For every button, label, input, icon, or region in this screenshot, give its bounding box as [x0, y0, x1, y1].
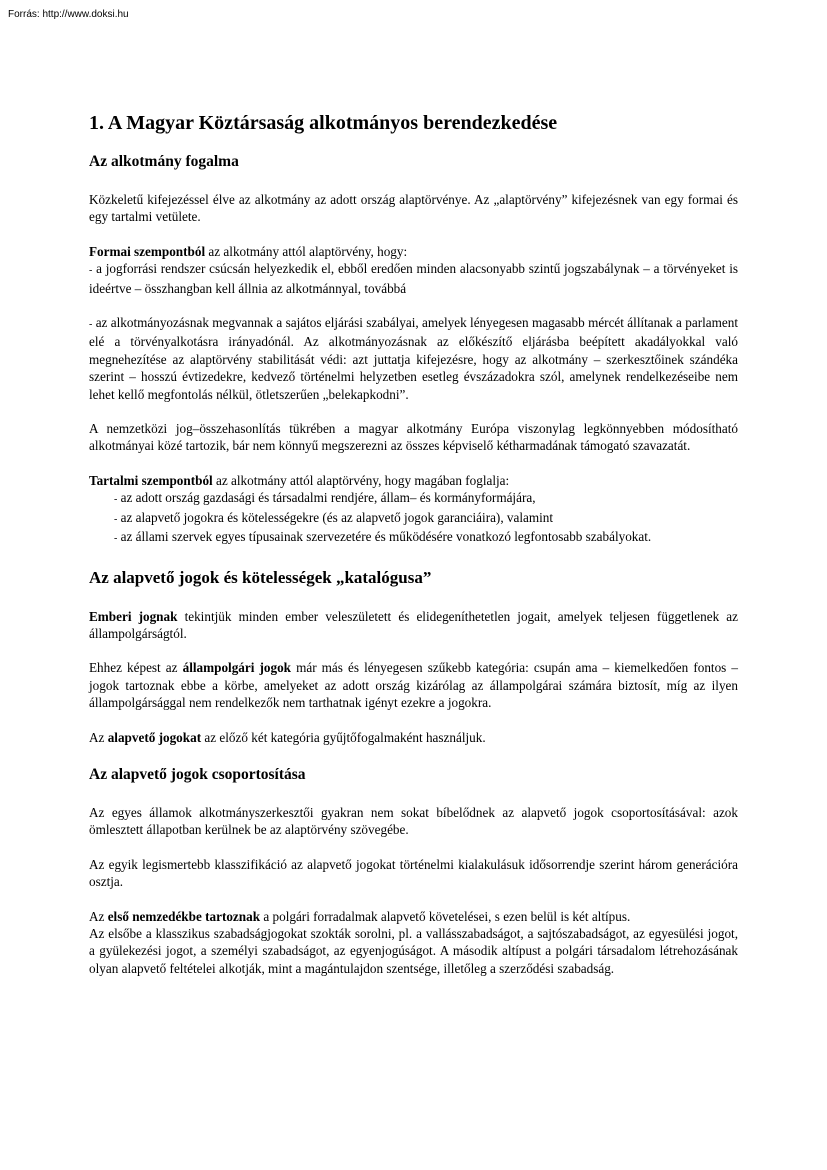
bold-term-emberi-jog: Emberi jognak — [89, 608, 178, 624]
paragraph-text: az alkotmány attól alaptörvény, hogy magában foglalja: — [212, 472, 510, 488]
list-item — [89, 509, 738, 528]
list-item-text: az adott ország gazdasági és társadalmi rendjére, állam– és kormányformájára, — [120, 490, 536, 506]
list-item-text: az állami szervek egyes típusainak szervezetére és működésére vonatkozó legfontosabb szabályokat. — [120, 529, 652, 545]
paragraph-text: Az — [89, 908, 108, 924]
list-item — [89, 528, 738, 547]
formai-item-1: a jogforrási rendszer csúcsán helyezkedik el, ebből eredően minden alacsonyabb szintű jogszabálynak – a törvényeket is ideértve – összhangban kell állnia az alkotmánnyal, továbbá — [89, 261, 739, 296]
paragraph-text: az alkotmány attól alaptörvény, hogy: — [205, 243, 408, 259]
paragraph-alapveto — [89, 729, 738, 746]
paragraph-text: tekintjük minden ember veleszületett és elidegeníthetetlen jogait, amelyek teljesen függetlenek az állampolgárságtól. — [89, 608, 739, 641]
section-heading-katalogus: Az alapvető jogok és kötelességek „katalógusa” — [89, 567, 432, 587]
list-dash: - — [114, 513, 118, 525]
paragraph-text: a polgári forradalmak alapvető követelései, s ezen belül is két altípus. — [260, 908, 631, 924]
bold-term-allampolgari: állampolgári jogok — [182, 660, 291, 676]
paragraph-elso-nemzedek — [89, 908, 738, 978]
source-label: Forrás: http://www.doksi.hu — [8, 9, 129, 20]
paragraph-emberi-jog — [89, 608, 738, 643]
list-dash: - — [114, 494, 118, 506]
formai-item-2: az alkotmányozásnak megvannak a sajátos eljárási szabályai, amelyek lényegesen magasabb mércét állítanak a parlament elé a törvényalkotásra irányadónál. Az alkotmányozásnak az előkészítő eljárásba beépített akadályokkal való megnehezítése az alaptörvény stabilitását védi: azt juttatja kifejezésre, hogy az alkotmány – szerkesztőinek szándéka szerint – hosszú évtizedekre, kedvező történelmi helyzetben esetleg évszázadokra szól, amelynek rendelkezéseibe nem lehet kellő megfontolás nélkül, ötletszerűen „belekapkodni”. — [89, 315, 738, 402]
bold-term-alapveto: alapvető jogokat — [107, 729, 202, 745]
section-heading-csoportositas: Az alapvető jogok csoportosítása — [89, 765, 306, 783]
paragraph-formai — [89, 243, 738, 297]
paragraph-tartalmi — [89, 472, 738, 548]
paragraph-text: Az elsőbe a klasszikus szabadságjogokat szokták sorolni, pl. a vallásszabadságot, a sajtószabadságot, az egyesülési jogot, a gyülekezési jogot, a személyi szabadságot, az egyenjogúságot. A második altípust a polgári társadalom létrehozásának olyan alapvető feltételei alkotják, mint a magántulajdon szentsége, illetőleg a szerződési szabadság. — [89, 925, 738, 976]
page-title: 1. A Magyar Köztársaság alkotmányos berendezkedése — [89, 112, 558, 134]
bold-term-tartalmi: Tartalmi szempontból — [89, 472, 213, 488]
paragraph-allampolgari — [89, 659, 738, 711]
list-item — [89, 489, 738, 508]
list-item-text: az alapvető jogokra és kötelességekre (és az alapvető jogok garanciáira), valamint — [120, 509, 554, 525]
paragraph-text: az előző két kategória gyűjtőfogalmaként használjuk. — [201, 729, 486, 745]
paragraph-intro: Közkeletű kifejezéssel élve az alkotmány az adott ország alaptörvénye. Az „alaptörvény” kifejezésnek van egy formai és egy tartalmi vetülete. — [89, 192, 738, 225]
paragraph-formai-item-2 — [89, 314, 738, 403]
bold-term-elso-nemzedek: első nemzedékbe tartoznak — [107, 908, 261, 924]
paragraph-text: már más és lényegesen szűkebb kategória: csupán ama – kiemelkedően fontos – jogok tartoznak ebbe a körbe, amelyeket az adott ország kizárólag az állampolgárai számára biztosít, míg az ilyen állampolgársággal nem rendelkezők nem tarthatnak igényt ezekre a jogokra. — [89, 660, 738, 711]
paragraph-nemzetkozi: A nemzetközi jog–összehasonlítás tükrében a magyar alkotmány Európa viszonylag legkönnyebben módosítható alkotmányai közé tartozik, bár nem könnyű megszerezni az összes képviselő kétharmadának támogató szavazatát. — [89, 421, 738, 454]
list-dash: - — [114, 533, 118, 545]
list-dash: - — [89, 265, 93, 277]
bold-term-formai: Formai szempontból — [89, 243, 206, 259]
list-dash: - — [89, 319, 93, 331]
paragraph-csoportositas: Az egyes államok alkotmányszerkesztői gyakran nem sokat bíbelődnek az alapvető jogok csoportosításával: azok ömlesztett állapotban kerülnek be az alaptörvény szövegébe. — [89, 804, 738, 838]
paragraph-text: Az — [89, 729, 108, 745]
section-heading-alkotmany-fogalma: Az alkotmány fogalma — [89, 153, 239, 170]
paragraph-text: Ehhez képest az — [89, 660, 183, 676]
paragraph-klasszifikacio: Az egyik legismertebb klasszifikáció az alapvető jogokat történelmi kialakulásuk idősorrendje szerint három generációra osztja. — [89, 856, 738, 890]
document-page — [89, 110, 738, 994]
